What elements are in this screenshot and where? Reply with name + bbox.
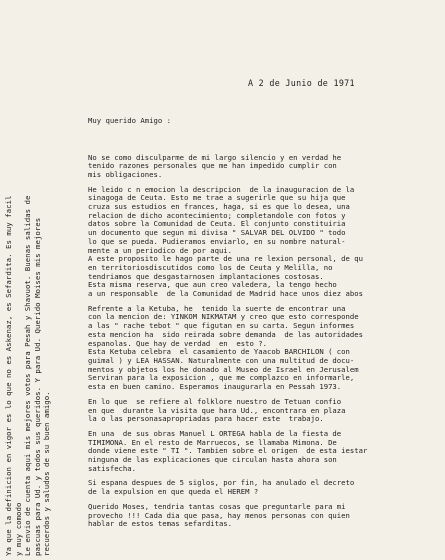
text-line: en territoriosdiscutidos como los de Ceuta y Melilla, no [88,263,333,272]
text-line: donde viene este " TI ". Tambien sobre el origen de esta iestar [88,447,368,456]
text-line: Si espana despues de 5 siglos, por fin, ha anulado el decreto [88,479,355,488]
text-line: con la mencion de: YINKOM NIKMATAM y creo que esto corresponde [88,313,359,322]
paragraph [88,186,440,299]
text-line: en que durante la visita que hara Ud., encontrara en plaza [88,406,346,415]
text-line: Refrente a la Ketuba, he tenido la suerte de encontrar una [88,304,346,313]
text-line: un documento que segun mi divisa " SALVAR DEL OLVIDO " todo [88,229,346,238]
text-line: lo que se pueda. Pudieramos enviarlo, en su nombre natural- [88,237,346,246]
sidebar-note [4,16,52,556]
text-line: esta mencion ha sido reirada sobre demanda de las autoridades [88,330,363,339]
text-line: ninguna de las explicaciones que circulan hasta ahora son [88,456,337,465]
paragraphs [88,154,440,529]
sidebar-line: Ya que la definicion en vigor es lo que no es Askenaz, es Sefardita. Es muy facil [4,195,13,556]
text-line: mentos y objetos los he donado al Museo de Israel en Jerusalem [88,365,359,374]
sidebar-line: Le envio de cuenta aqui mis mejores votos para Pesah y Shavuot. Buenas salidas de [23,195,33,556]
text-line: esta en buen camino. Esperamos inaugurarla en Pessah 1973. [88,383,342,392]
text-line: He leido c n emocion la descripcion de la inauguracion de la [88,185,355,194]
sidebar-line: recuerdos y saludos de su buen amigo. [42,391,52,556]
paragraph [88,430,440,474]
text-line: cruza sus estudios en frances, haga, si es que lo desea, una [88,203,350,212]
text-line: guimal ) y LEA HASSAN. Naturalmente con una multitud de docu- [88,356,355,365]
paragraph [88,305,440,392]
text-line: A este proposito le hago parte de una re lexion personal, de qu [88,255,363,264]
text-line: espanolas. Que hay de verdad en esto ?. [88,339,267,348]
text-line: datos sobre la Comunidad de Ceuta. El conjunto constituiria [88,220,346,229]
text-line: a las " rache tebot " que figutan en su carta. Segun informes [88,322,355,331]
text-line: satisfecha. [88,464,137,473]
paragraph [88,398,440,424]
text-line: a un responsable de la Comunidad de Madrid hace unos diez abos [88,290,363,299]
text-line: TIMIMONA. En el resto de Marruecos, se llamaba Mimona. De [88,438,337,447]
text-line: Esta misma reserva, que aun creo valedera, la tengo hecho [88,281,337,290]
text-line: sinagoga de Ceuta. Esto me trae a sugerirle que su hija que [88,194,346,203]
sidebar-line: y muy comodo [13,502,23,556]
text-line: relacion de dicho acontecimiento; completandole con fotos y [88,211,346,220]
text-line: hablar de estos temas sefarditas. [88,520,233,529]
text-line: Querido Moses, tendria tantas cosas que preguntarle para mi [88,502,346,511]
text-line: Esta Ketuba celebra el casamiento de Yaacob BARCHILON ( con [88,348,350,357]
text-line: mis obligaciones. [88,170,163,179]
text-line: No se como disculparme de mi largo silencio y en verdad he [88,153,342,162]
salutation: Muy querido Amigo : [88,116,171,126]
sidebar-line: pascuas para Ud. y todos sus queridos. Y para Ud. Querido Moises mis mejores [32,217,42,556]
text-line: provecho !!! Cada dia que pasa, hay menos personas con quien [88,511,350,520]
text-line: Serviran para la exposicion , que me complazco en informarle, [88,374,355,383]
letter-date: A 2 de Junio de 1971 [248,78,355,88]
text-line: de la expulsion en que queda el HEREM ? [88,488,259,497]
letter-body [88,100,440,552]
paragraph [88,154,440,180]
text-line: tendriamos que desgastarnosen implantaciones costosas. [88,272,324,281]
text-line: En lo que se refiere al folklore nuestro de Tetuan confio [88,397,342,406]
text-line: mente a un periodico de por aqui. [88,246,233,255]
paragraph [88,503,440,529]
paragraph [88,479,440,496]
text-line: En una de sus obras Manuel L ORTEGA habla de la fiesta de [88,429,342,438]
text-line: la o las personasapropriadas para hacer este trabajo. [88,415,324,424]
text-line: tenido razones personales que me han impedido cumplir con [88,162,337,171]
